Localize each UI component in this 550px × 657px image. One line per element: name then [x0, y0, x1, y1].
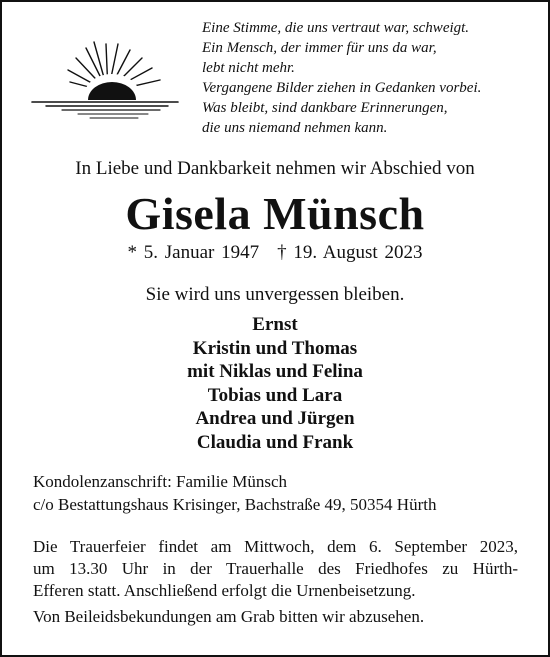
mourner-name: Claudia und Frank	[196, 431, 354, 453]
mourner-name: mit Niklas und Felina	[187, 361, 363, 382]
funeral-service-info	[33, 536, 518, 602]
mourner-name: Ernst	[252, 314, 298, 335]
poem-line: Vergangene Bilder ziehen in Gedanken vorbei.	[202, 80, 482, 96]
poem-line: lebt nicht mehr.	[202, 60, 295, 76]
condolence-line: Kondolenzanschrift: Familie Münsch	[33, 472, 288, 491]
service-line: Die Trauerfeier findet am Mittwoch, dem 6. September 2023,	[33, 537, 518, 556]
death-date: † 19. August 2023	[277, 242, 423, 263]
intro-text: In Liebe und Dankbarkeit nehmen wir Abschied von	[75, 158, 475, 179]
poem-line: Eine Stimme, die uns vertraut war, schweigt.	[202, 20, 470, 36]
life-dates	[0, 242, 550, 264]
mourner-name: Tobias und Lara	[207, 384, 343, 406]
closing-text: Sie wird uns unvergessen bleiben.	[145, 284, 405, 305]
sunset-icon	[28, 34, 198, 124]
birth-date: * 5. Januar 1947	[127, 242, 260, 263]
service-line: Efferen statt. Anschließend erfolgt die Urnenbeisetzung.	[33, 581, 416, 600]
poem-line: die uns niemand nehmen kann.	[202, 120, 388, 136]
deceased-name: Gisela Münsch	[125, 188, 425, 239]
poem-line: Ein Mensch, der immer für uns da war,	[202, 40, 437, 56]
condolence-note: Von Beileidsbekundungen am Grab bitten wir abzusehen.	[33, 607, 425, 626]
mourner-name: Andrea und Jürgen	[195, 408, 355, 429]
service-line: um 13.30 Uhr in der Trauerhalle des Friedhofes zu Hürth-	[33, 559, 518, 578]
mourners-list	[0, 313, 550, 454]
condolence-address	[33, 470, 523, 516]
mourner-name: Kristin und Thomas	[192, 337, 358, 359]
poem	[202, 18, 537, 138]
condolence-line: c/o Bestattungshaus Krisinger, Bachstraße 49, 50354 Hürth	[33, 495, 437, 514]
poem-line: Was bleibt, sind dankbare Erinnerungen,	[202, 100, 448, 116]
